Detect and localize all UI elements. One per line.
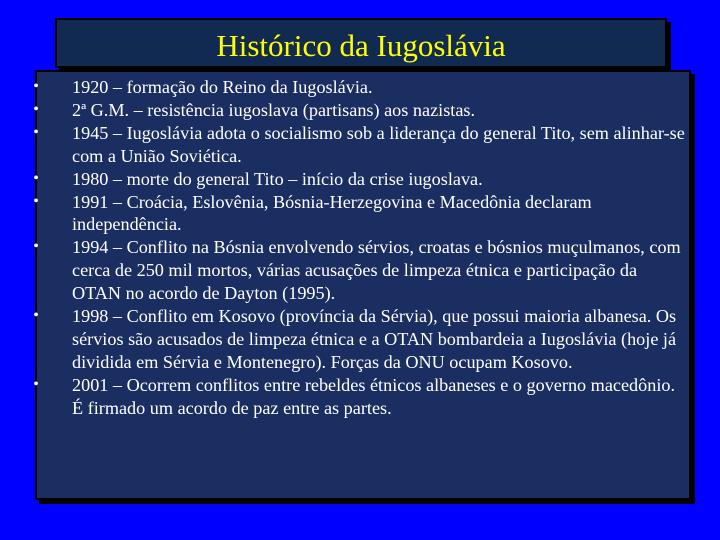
list-item-text: 1945 – Iugoslávia adota o socialismo sob a liderança do general Tito, sem alinhar-se com a União Soviética. (72, 122, 685, 166)
bullet-icon: • (33, 169, 39, 187)
slide-title: Histórico da Iugoslávia (216, 27, 506, 63)
bullet-icon: • (33, 100, 39, 118)
list-item-text: 1980 – morte do general Tito – início da crise iugoslava. (72, 168, 483, 189)
list-item (29, 236, 685, 305)
list-item-text: 2ª G.M. – resistência iugoslava (partisans) aos nazistas. (72, 99, 476, 120)
title-box (55, 18, 667, 68)
list-item-text: 1998 – Conflito em Kosovo (província da Sérvia), que possui maioria albanesa. Os sérvios são acusados de limpeza étnica e a OTAN bombardeia a Iugoslávia (hoje já dividida em Sérvia e Montenegro). Forças da ONU ocupam Kosovo. (72, 306, 677, 372)
bullet-icon: • (33, 192, 39, 210)
list-item (29, 99, 685, 122)
list-item-text: 1920 – formação do Reino da Iugoslávia. (72, 77, 373, 97)
bullet-icon: • (33, 123, 39, 141)
list-item-text: 1994 – Conflito na Bósnia envolvendo sérvios, croatas e bósnios muçulmanos, com cerca de 250 mil mortos, várias acusações de limpeza étnica e participação da OTAN no acordo de Dayton (1995). (72, 237, 681, 304)
list-item-text: 2001 – Ocorrem conflitos entre rebeldes étnicos albaneses e o governo macedônio. É firmado um acordo de paz entre as partes. (72, 374, 676, 418)
content-box (35, 70, 691, 500)
bullet-icon: • (33, 238, 39, 256)
list-item (29, 374, 685, 420)
list-item (29, 168, 685, 191)
list-item (29, 122, 685, 168)
bullet-icon: • (33, 78, 39, 95)
list-item (29, 191, 685, 237)
list-item-text: 1991 – Croácia, Eslovênia, Bósnia-Herzegovina e Macedônia declaram independência. (72, 191, 592, 235)
bullet-icon: • (33, 375, 39, 393)
bullet-icon: • (33, 307, 39, 325)
list-item (29, 305, 685, 374)
bullet-list (29, 76, 685, 420)
list-item (29, 76, 685, 99)
